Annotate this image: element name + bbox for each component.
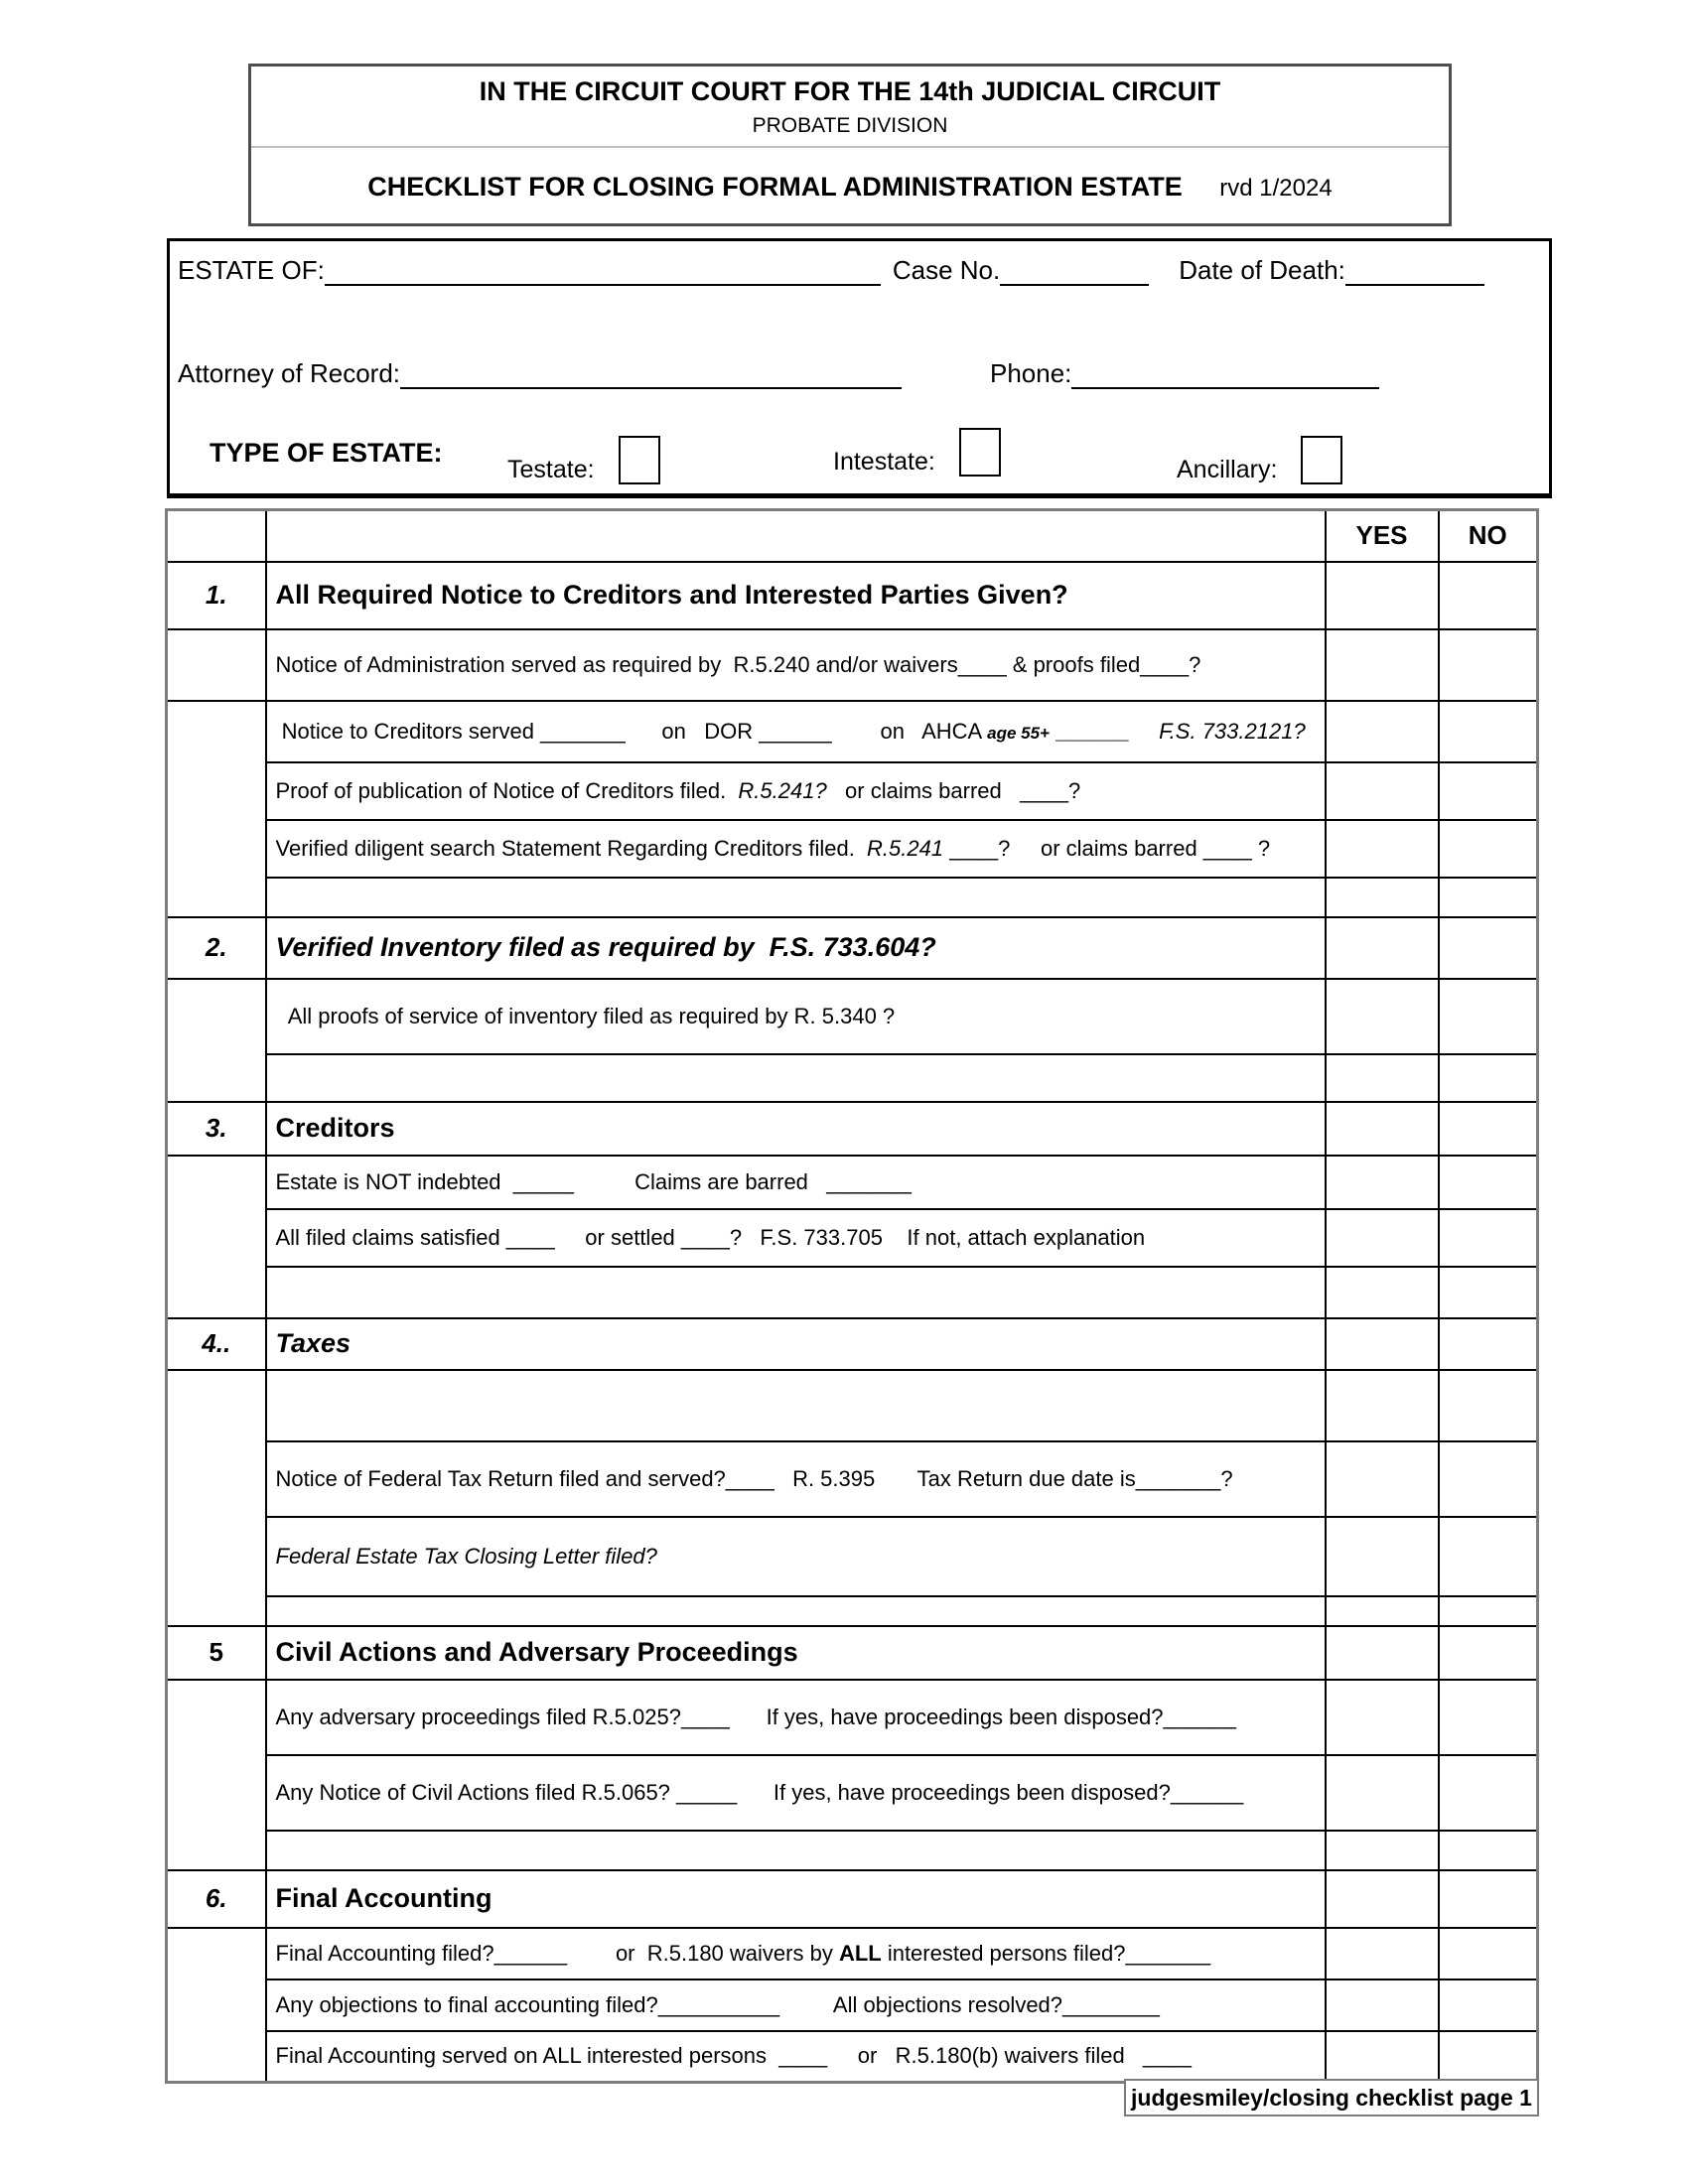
yes-cell[interactable]: [1326, 629, 1439, 701]
attorney-blank[interactable]: [400, 361, 902, 389]
row-not-indebted: Estate is NOT indebted _____ Claims are barred _______: [266, 1156, 1326, 1209]
no-cell[interactable]: [1439, 1517, 1538, 1596]
section-4-number: 4..: [167, 1318, 266, 1370]
yes-cell[interactable]: [1326, 1755, 1439, 1831]
section-3-heading: Creditors: [266, 1102, 1326, 1156]
no-cell[interactable]: [1439, 701, 1538, 762]
row-tax-closing-letter: Federal Estate Tax Closing Letter filed?: [266, 1517, 1326, 1596]
table-row: [167, 820, 1538, 878]
no-cell[interactable]: [1439, 1267, 1538, 1318]
no-cell[interactable]: [1439, 1102, 1538, 1156]
table-row: [167, 1680, 1538, 1755]
yes-cell[interactable]: [1326, 1318, 1439, 1370]
table-row: [167, 1755, 1538, 1831]
row-proof-publication: Proof of publication of Notice of Creditors filed. R.5.241? or claims barred ____?: [266, 762, 1326, 820]
no-cell[interactable]: [1439, 629, 1538, 701]
table-row: [167, 1979, 1538, 2031]
table-row: [167, 1441, 1538, 1517]
no-cell[interactable]: [1439, 979, 1538, 1054]
checklist-title-row: [251, 148, 1449, 203]
table-row: [167, 1928, 1538, 1979]
date-of-death-label: Date of Death:: [1179, 255, 1345, 285]
yes-cell[interactable]: [1326, 1156, 1439, 1209]
revision-label: rvd 1/2024: [1219, 175, 1333, 202]
intestate-group: [833, 428, 1001, 477]
testate-group: [507, 436, 660, 484]
attorney-of-record-label: Attorney of Record:: [178, 358, 400, 388]
no-cell[interactable]: [1439, 1370, 1538, 1441]
type-of-estate-label: TYPE OF ESTATE:: [210, 438, 443, 468]
no-cell[interactable]: [1439, 1054, 1538, 1102]
table-row: [167, 1517, 1538, 1596]
header-content-cell: [266, 510, 1326, 562]
yes-cell[interactable]: [1326, 762, 1439, 820]
court-title: IN THE CIRCUIT COURT FOR THE 14th JUDICIAL CIRCUIT: [479, 76, 1221, 106]
section-5-number: 5: [167, 1626, 266, 1680]
no-column-header: NO: [1439, 510, 1538, 562]
section-4-heading-row: [167, 1318, 1538, 1370]
court-header-box: [248, 64, 1452, 226]
no-cell[interactable]: [1439, 1870, 1538, 1928]
row-objections: Any objections to final accounting filed?__________ All objections resolved?________: [266, 1979, 1326, 2031]
testate-checkbox[interactable]: [619, 436, 660, 484]
yes-cell[interactable]: [1326, 1831, 1439, 1870]
section-4-heading: Taxes: [266, 1318, 1326, 1370]
testate-label: Testate:: [507, 456, 595, 483]
phone-blank[interactable]: [1071, 361, 1379, 389]
no-cell[interactable]: [1439, 1156, 1538, 1209]
spacer-row: [167, 878, 1538, 917]
yes-cell[interactable]: [1326, 1517, 1439, 1596]
yes-cell[interactable]: [1326, 1441, 1439, 1517]
table-row: [167, 1209, 1538, 1267]
section-3-number: 3.: [167, 1102, 266, 1156]
case-no-blank[interactable]: [1000, 258, 1149, 286]
table-row: [167, 1156, 1538, 1209]
estate-of-blank[interactable]: [325, 258, 881, 286]
row-final-accounting-served: Final Accounting served on ALL interested persons ____ or R.5.180(b) waivers filed ____: [266, 2031, 1326, 2083]
section-1-number: 1.: [167, 562, 266, 629]
table-row: [167, 629, 1538, 701]
no-cell[interactable]: [1439, 917, 1538, 979]
division-subtitle: PROBATE DIVISION: [752, 114, 948, 137]
case-no-label: Case No.: [892, 255, 1001, 285]
section-5-heading: Civil Actions and Adversary Proceedings: [266, 1626, 1326, 1680]
table-row: [167, 762, 1538, 820]
no-cell[interactable]: [1439, 820, 1538, 878]
no-cell[interactable]: [1439, 1441, 1538, 1517]
date-of-death-blank[interactable]: [1345, 258, 1484, 286]
phone-label: Phone:: [990, 358, 1072, 388]
yes-cell[interactable]: [1326, 1870, 1439, 1928]
yes-cell[interactable]: [1326, 1596, 1439, 1626]
row-inventory-proofs: All proofs of service of inventory filed as required by R. 5.340 ?: [266, 979, 1326, 1054]
section-2-number: 2.: [167, 917, 266, 979]
yes-column-header: YES: [1326, 510, 1439, 562]
attorney-row: [178, 358, 902, 389]
section-2-heading: Verified Inventory filed as required by F.S. 733.604?: [266, 917, 1326, 979]
section-6-heading: Final Accounting: [266, 1870, 1326, 1928]
type-of-estate-group: [210, 438, 443, 469]
estate-info-box: [167, 238, 1552, 498]
estate-of-label: ESTATE OF:: [178, 255, 325, 285]
checklist-table: [165, 508, 1539, 2084]
no-cell[interactable]: [1439, 1680, 1538, 1755]
spacer-row: [167, 1370, 1538, 1441]
spacer-row: [167, 1267, 1538, 1318]
row-federal-tax-return: Notice of Federal Tax Return filed and served?____ R. 5.395 Tax Return due date is_______?: [266, 1441, 1326, 1517]
yes-cell[interactable]: [1326, 878, 1439, 917]
yes-cell[interactable]: [1326, 917, 1439, 979]
section-3-heading-row: [167, 1102, 1538, 1156]
yes-cell[interactable]: [1326, 1102, 1439, 1156]
table-row: [167, 701, 1538, 762]
ancillary-checkbox[interactable]: [1301, 436, 1342, 484]
yes-cell[interactable]: [1326, 820, 1439, 878]
yes-cell[interactable]: [1326, 1680, 1439, 1755]
yes-cell[interactable]: [1326, 1267, 1439, 1318]
yes-cell[interactable]: [1326, 701, 1439, 762]
row-notice-administration: Notice of Administration served as required by R.5.240 and/or waivers____ & proofs filed____?: [266, 629, 1326, 701]
no-cell[interactable]: [1439, 1626, 1538, 1680]
estate-row: [178, 255, 1541, 286]
yes-cell[interactable]: [1326, 1928, 1439, 1979]
table-row: [167, 979, 1538, 1054]
no-cell[interactable]: [1439, 1928, 1538, 1979]
no-cell[interactable]: [1439, 1596, 1538, 1626]
yes-cell[interactable]: [1326, 562, 1439, 629]
yes-cell[interactable]: [1326, 1626, 1439, 1680]
spacer-row: [167, 1596, 1538, 1626]
section-6-heading-row: [167, 1870, 1538, 1928]
row-notice-creditors: Notice to Creditors served _______ on DOR ______ on AHCA age 55+ ______ F.S. 733.2121?: [266, 701, 1326, 762]
no-cell[interactable]: [1439, 1318, 1538, 1370]
section-1-heading-row: [167, 562, 1538, 629]
checklist-title: CHECKLIST FOR CLOSING FORMAL ADMINISTRATION ESTATE: [367, 172, 1183, 202]
section-6-number: 6.: [167, 1870, 266, 1928]
spacer-row: [167, 1831, 1538, 1870]
yes-cell[interactable]: [1326, 1979, 1439, 2031]
ancillary-label: Ancillary:: [1177, 456, 1278, 483]
footer-box: [1124, 2079, 1539, 2116]
yes-cell[interactable]: [1326, 1370, 1439, 1441]
yes-cell[interactable]: [1326, 1054, 1439, 1102]
table-header-row: [167, 510, 1538, 562]
no-cell[interactable]: [1439, 1831, 1538, 1870]
yes-cell[interactable]: [1326, 1209, 1439, 1267]
row-civil-actions: Any Notice of Civil Actions filed R.5.065? _____ If yes, have proceedings been disposed?______: [266, 1755, 1326, 1831]
row-adversary-proceedings: Any adversary proceedings filed R.5.025?____ If yes, have proceedings been disposed?______: [266, 1680, 1326, 1755]
row-final-accounting-filed: Final Accounting filed?______ or R.5.180 waivers by ALL interested persons filed?_______: [266, 1928, 1326, 1979]
section-2-heading-row: [167, 917, 1538, 979]
table-row: [167, 2031, 1538, 2083]
no-cell[interactable]: [1439, 1979, 1538, 2031]
ancillary-group: [1177, 436, 1342, 484]
row-claims-satisfied: All filed claims satisfied ____ or settled ____? F.S. 733.705 If not, attach explanation: [266, 1209, 1326, 1267]
row-diligent-search: Verified diligent search Statement Regarding Creditors filed. R.5.241 ____? or claims barred ____ ?: [266, 820, 1326, 878]
intestate-checkbox[interactable]: [959, 428, 1001, 477]
no-cell[interactable]: [1439, 1209, 1538, 1267]
yes-cell[interactable]: [1326, 2031, 1439, 2083]
header-num-cell: [167, 510, 266, 562]
no-cell[interactable]: [1439, 878, 1538, 917]
footer-text: judgesmiley/closing checklist page 1: [1131, 2085, 1532, 2111]
intestate-label: Intestate:: [833, 448, 935, 476]
no-cell[interactable]: [1439, 762, 1538, 820]
phone-group: [990, 358, 1379, 389]
no-cell[interactable]: [1439, 562, 1538, 629]
spacer-row: [167, 1054, 1538, 1102]
court-header-top: [251, 67, 1449, 148]
no-cell[interactable]: [1439, 1755, 1538, 1831]
yes-cell[interactable]: [1326, 979, 1439, 1054]
section-5-heading-row: [167, 1626, 1538, 1680]
no-cell[interactable]: [1439, 2031, 1538, 2083]
section-1-heading: All Required Notice to Creditors and Interested Parties Given?: [266, 562, 1326, 629]
